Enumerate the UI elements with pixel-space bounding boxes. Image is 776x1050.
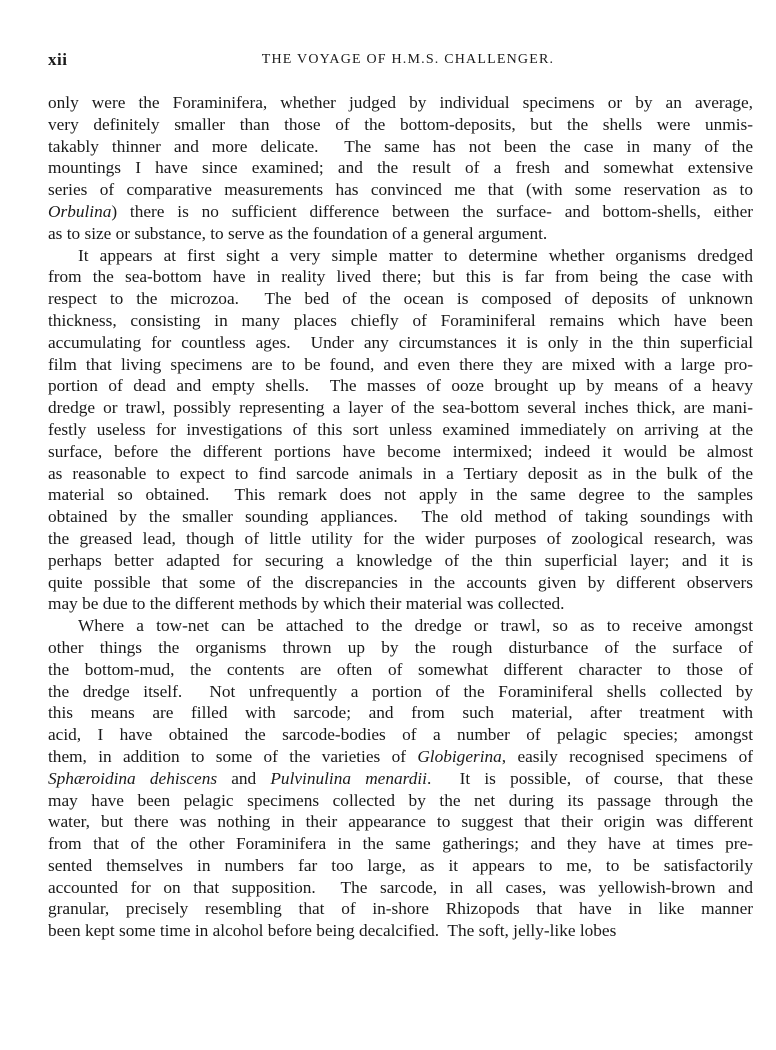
text-line — [48, 790, 753, 812]
text-line — [48, 833, 753, 855]
text-line — [48, 746, 753, 768]
text-run: dredge or trawl, possibly representing a layer of the sea-bottom several inches thick, are mani- — [48, 398, 753, 418]
text-run: been kept some time in alcohol before being decalcified. The soft, jelly-like lobes — [48, 921, 617, 941]
text-run: may have been pelagic specimens collected by the net during its passage through the — [48, 790, 753, 810]
text-run: the greased lead, though of little utility for the wider purposes of zoological research, was — [48, 528, 753, 548]
text-run: accounted for on that supposition. The sarcode, in all cases, was yellowish-brown and — [48, 877, 753, 897]
text-line — [48, 659, 753, 681]
text-line — [48, 506, 753, 528]
text-run: accumulating for countless ages. Under any circumstances it is only in the thin superficial — [48, 332, 753, 352]
page-number: xii — [48, 50, 68, 69]
text-run: perhaps better adapted for securing a knowledge of the thin superficial layer; and it is — [48, 550, 753, 570]
text-run: acid, I have obtained the sarcode-bodies of a number of pelagic species; amongst — [48, 725, 753, 745]
text-line — [48, 855, 753, 877]
text-line — [48, 724, 753, 746]
text-run: the bottom-mud, the contents are often of somewhat different character to those of — [48, 659, 753, 679]
text-line — [48, 288, 753, 310]
text-run: Where a tow-net can be attached to the dredge or trawl, so as to receive amongst — [78, 616, 753, 636]
text-line — [48, 92, 753, 114]
text-run: quite possible that some of the discrepancies in the accounts given by different observers — [48, 572, 753, 592]
italic-text: Orbulina — [48, 201, 112, 221]
text-run: water, but there was nothing in their appearance to suggest that their origin was different — [48, 812, 753, 832]
text-line — [48, 550, 753, 572]
text-run: as to size or substance, to serve as the foundation of a general argument. — [48, 223, 548, 243]
text-line — [48, 266, 753, 288]
text-run: film that living specimens are to be found, and even there they are mixed with a large pro- — [48, 354, 753, 374]
text-run: material so obtained. This remark does not apply in the same degree to the samples — [48, 485, 753, 505]
text-run: mountings I have since examined; and the result of a fresh and somewhat extensive — [48, 158, 753, 178]
text-line — [48, 114, 753, 136]
text-line — [48, 201, 753, 223]
text-run: It appears at first sight a very simple matter to determine whether organisms dredged — [78, 245, 753, 265]
italic-text: Sphæroidina dehiscens — [48, 768, 218, 788]
text-line — [48, 877, 753, 899]
text-line — [48, 572, 753, 594]
text-run: obtained by the smaller sounding appliances. The old method of taking soundings with — [48, 507, 753, 527]
text-line — [48, 528, 753, 550]
text-line — [48, 484, 753, 506]
text-line — [48, 223, 753, 245]
text-line — [48, 136, 753, 158]
text-line — [48, 898, 753, 920]
paragraph — [48, 245, 753, 616]
text-run: portion of dead and empty shells. The masses of ooze brought up by means of a heavy — [48, 376, 753, 396]
text-run: from the sea-bottom have in reality lived there; but this is far from being the case with — [48, 267, 753, 287]
text-run: only were the Foraminifera, whether judged by individual specimens or by an average, — [48, 93, 753, 112]
text-run: the dredge itself. Not unfrequently a portion of the Foraminiferal shells collected by — [48, 681, 753, 701]
text-line — [48, 397, 753, 419]
text-run: . It is possible, of course, that these — [426, 768, 753, 788]
text-run: from that of the other Foraminifera in the same gatherings; and they have at times pre- — [48, 834, 753, 854]
text-line — [48, 332, 753, 354]
text-line — [48, 681, 753, 703]
text-run: thickness, consisting in many places chiefly of Foraminiferal remains which have been — [48, 310, 753, 330]
italic-text: Globigerina — [417, 746, 502, 766]
text-run: takably thinner and more delicate. The same has not been the case in many of the — [48, 136, 753, 156]
text-line — [48, 157, 753, 179]
text-line — [48, 441, 753, 463]
running-title: THE VOYAGE OF H.M.S. CHALLENGER. — [261, 52, 555, 67]
text-run: respect to the microzoa. The bed of the ocean is composed of deposits of unknown — [48, 289, 753, 309]
text-line — [48, 419, 753, 441]
paragraph — [48, 92, 753, 245]
text-line — [48, 920, 753, 942]
text-run: sented themselves in numbers far too large, as it appears to me, to be satisfactorily — [48, 855, 753, 875]
text-run: granular, precisely resembling that of in-shore Rhizopods that have in like manner — [48, 899, 753, 919]
text-run: ) there is no sufficient difference between the surface- and bottom-shells, either — [111, 201, 753, 221]
text-run: series of comparative measurements has convinced me that (with some reservation as to — [48, 180, 753, 200]
text-line — [48, 768, 753, 790]
text-line — [48, 702, 753, 724]
text-line — [48, 615, 753, 637]
text-run: this means are filled with sarcode; and from such material, after treatment with — [48, 703, 753, 723]
text-run: as reasonable to expect to find sarcode animals in a Tertiary deposit as in the bulk of the — [48, 463, 753, 483]
text-line — [48, 354, 753, 376]
text-line — [48, 593, 753, 615]
text-line — [48, 811, 753, 833]
page-header — [48, 50, 748, 72]
paragraph — [48, 615, 753, 942]
text-line — [48, 245, 753, 267]
text-run: festly useless for investigations of this sort unless examined immediately on arriving at the — [48, 419, 753, 439]
text-line — [48, 179, 753, 201]
text-run: , easily recognised specimens of — [501, 746, 753, 766]
text-run: very definitely smaller than those of the bottom-deposits, but the shells were unmis- — [48, 114, 753, 134]
text-run: them, in addition to some of the varieties of — [48, 746, 418, 766]
text-run: other things the organisms thrown up by the rough disturbance of the surface of — [48, 637, 753, 657]
text-line — [48, 375, 753, 397]
text-line — [48, 637, 753, 659]
italic-text: Pulvinulina menardii — [270, 768, 427, 788]
text-run: may be due to the different methods by which their material was collected. — [48, 594, 565, 614]
text-line — [48, 310, 753, 332]
text-run: surface, before the different portions have become intermixed; indeed it would be almost — [48, 441, 753, 461]
text-line — [48, 463, 753, 485]
text-run: and — [217, 768, 271, 788]
body-text — [48, 92, 753, 942]
